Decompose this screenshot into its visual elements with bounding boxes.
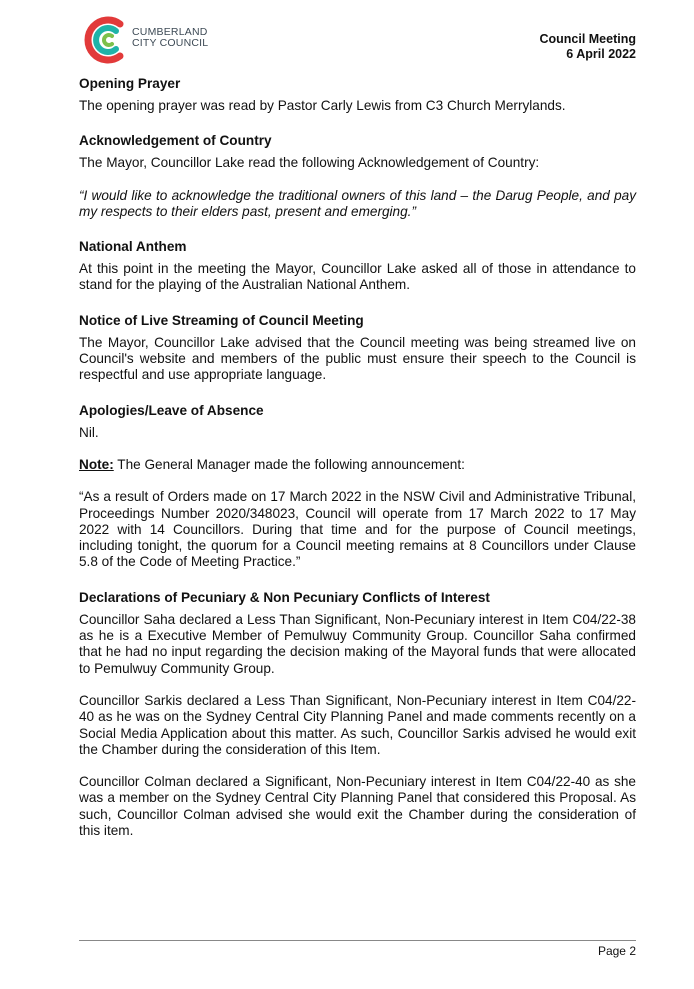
announcement-quote: “As a result of Orders made on 17 March 2022 in the NSW Civil and Administrative Tribunal, Proceedings Number 2020/348023, Council will operate from 17 March 2022 to 17 May 2022 with 14 Councillors. During that time and for the purpose of Council meetings, including tonight, the quorum for a Council meeting remains at 8 Councillors under Clause 5.8 of the Code of Meeting Practice.” [79, 489, 636, 570]
section-text: The Mayor, Councillor Lake read the following Acknowledgement of Country: [79, 155, 540, 171]
footer-divider [79, 940, 636, 941]
section-text: Nil. [79, 424, 99, 440]
section-heading: National Anthem [79, 239, 187, 255]
section-heading: Declarations of Pecuniary & Non Pecuniary Conflicts of Interest [79, 589, 490, 605]
council-logo [80, 14, 230, 66]
declaration-paragraph: Councillor Colman declared a Significant, Non-Pecuniary interest in Item C04/22-40 as she was a member on the Sydney Central City Planning Panel that considered this Proposal. As such, Councillor Colman advised she would exit the Chamber during the consideration of this item. [79, 774, 636, 839]
logo-wordmark [132, 27, 208, 49]
meeting-header [539, 32, 636, 62]
meeting-date: 6 April 2022 [566, 47, 636, 61]
section-heading: Apologies/Leave of Absence [79, 402, 264, 418]
section-heading: Notice of Live Streaming of Council Meeting [79, 312, 364, 328]
section-heading: Acknowledgement of Country [79, 133, 272, 149]
minutes-body [79, 75, 636, 857]
section-apologies [79, 402, 636, 571]
section-text: The opening prayer was read by Pastor Carly Lewis from C3 Church Merrylands. [79, 98, 566, 113]
logo-mark-icon [80, 14, 132, 66]
section-live-streaming [79, 312, 636, 384]
section-opening-prayer [79, 75, 636, 114]
section-acknowledgement [79, 132, 636, 220]
note-paragraph [79, 457, 636, 473]
logo-line-2: CITY COUNCIL [132, 37, 209, 49]
note-text: The General Manager made the following announcement: [113, 456, 465, 472]
logo-line-1: CUMBERLAND [132, 26, 208, 38]
meeting-title: Council Meeting [539, 32, 636, 46]
page-number: Page 2 [597, 944, 636, 958]
section-text: At this point in the meeting the Mayor, Councillor Lake asked all of those in attendance to stand for the playing of the Australian National Anthem. [79, 261, 636, 293]
declaration-paragraph: Councillor Sarkis declared a Less Than Significant, Non-Pecuniary interest in Item C04/22-40 as he was on the Sydney Central City Planning Panel and made comments recently on a Social Media Application about this matter. As such, Councillor Sarkis advised he would exit the Chamber during the consideration of this Item. [79, 692, 636, 757]
section-heading: Opening Prayer [79, 76, 181, 91]
declaration-paragraph: Councillor Saha declared a Less Than Significant, Non-Pecuniary interest in Item C04/22-38 as he is a Executive Member of Pemulwuy Community Group. Councillor Saha confirmed that he had no input regarding the decision making of the Mayoral funds that were allocated to Pemulwuy Community Group. [79, 611, 636, 676]
note-label: Note: [79, 456, 114, 472]
section-declarations [79, 589, 636, 840]
section-text: The Mayor, Councillor Lake advised that the Council meeting was being streamed live on Council's website and members of the public must ensure their speech to the Council is respectful and use appropriate language. [79, 334, 636, 383]
section-national-anthem [79, 238, 636, 294]
acknowledgement-quote: “I would like to acknowledge the traditional owners of this land – the Darug People, and pay my respects to their elders past, present and emerging.” [79, 187, 636, 219]
